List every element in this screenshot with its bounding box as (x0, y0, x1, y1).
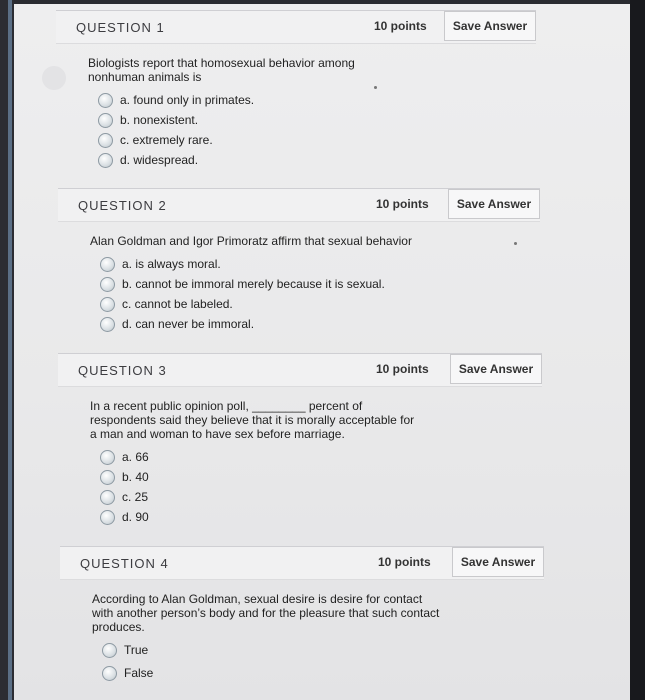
question-2 (58, 188, 540, 334)
radio-button[interactable] (98, 93, 113, 108)
question-3-points: 10 points (376, 362, 429, 376)
option-label: b. nonexistent. (120, 113, 199, 127)
left-accent-bar (8, 0, 12, 700)
radio-button[interactable] (100, 277, 115, 292)
question-2-points: 10 points (376, 197, 429, 211)
question-4-text: According to Alan Goldman, sexual desire is desire for contact with another person’s body and for the pleasure that such contact produces. (92, 592, 440, 634)
question-3-body (58, 387, 542, 527)
question-4-points: 10 points (378, 555, 431, 569)
decorative-dot (514, 242, 517, 245)
question-4 (60, 546, 544, 683)
question-3-option-b[interactable] (100, 467, 542, 487)
radio-button[interactable] (100, 317, 115, 332)
question-4-title: QUESTION 4 (80, 556, 169, 571)
question-3 (58, 353, 542, 527)
question-3-title: QUESTION 3 (78, 363, 167, 378)
radio-button[interactable] (102, 666, 117, 681)
question-1-title: QUESTION 1 (76, 20, 165, 35)
option-label: d. widespread. (120, 153, 199, 167)
question-1-save-button[interactable]: Save Answer (444, 11, 536, 41)
question-1-text: Biologists report that homosexual behavior among nonhuman animals is (88, 56, 355, 84)
radio-button[interactable] (102, 643, 117, 658)
question-3-option-d[interactable] (100, 507, 542, 527)
option-label: a. found only in primates. (120, 93, 255, 107)
right-edge (630, 0, 645, 700)
radio-button[interactable] (98, 113, 113, 128)
option-label: b. cannot be immoral merely because it is sexual. (122, 277, 385, 291)
question-3-option-a[interactable] (100, 447, 542, 467)
option-label: True (124, 643, 149, 657)
question-2-option-c[interactable] (100, 294, 540, 314)
option-label: c. 25 (122, 490, 149, 504)
question-2-option-b[interactable] (100, 274, 540, 294)
question-1-points: 10 points (374, 19, 427, 33)
question-4-header (60, 546, 544, 580)
decorative-dot (374, 86, 377, 89)
question-2-text: Alan Goldman and Igor Primoratz affirm that sexual behavior (90, 234, 412, 248)
question-1-option-a[interactable] (98, 90, 536, 110)
radio-button[interactable] (98, 153, 113, 168)
question-1-option-b[interactable] (98, 110, 536, 130)
option-label: a. 66 (122, 450, 149, 464)
question-2-option-a[interactable] (100, 254, 540, 274)
question-3-option-c[interactable] (100, 487, 542, 507)
option-label: False (124, 666, 154, 680)
option-label: c. extremely rare. (120, 133, 213, 147)
question-1-body (56, 44, 536, 170)
quiz-page (14, 4, 630, 700)
option-label: d. can never be immoral. (122, 317, 255, 331)
question-1-header (56, 10, 536, 44)
question-1 (56, 10, 536, 170)
question-4-save-button[interactable]: Save Answer (452, 547, 544, 577)
radio-button[interactable] (98, 133, 113, 148)
option-label: b. 40 (122, 470, 149, 484)
option-label: a. is always moral. (122, 257, 221, 271)
question-2-header (58, 188, 540, 222)
question-2-title: QUESTION 2 (78, 198, 167, 213)
question-4-option-true[interactable] (102, 640, 544, 660)
option-label: d. 90 (122, 510, 149, 524)
radio-button[interactable] (100, 470, 115, 485)
radio-button[interactable] (100, 257, 115, 272)
question-2-option-d[interactable] (100, 314, 540, 334)
question-1-option-d[interactable] (98, 150, 536, 170)
question-3-save-button[interactable]: Save Answer (450, 354, 542, 384)
question-3-text: In a recent public opinion poll, ________ percent of respondents said they believe that it is morally acceptable for a man and woman to have sex before marriage. (90, 399, 415, 441)
option-label: c. cannot be labeled. (122, 297, 233, 311)
radio-button[interactable] (100, 297, 115, 312)
question-4-body (60, 580, 544, 683)
radio-button[interactable] (100, 510, 115, 525)
question-3-header (58, 353, 542, 387)
radio-button[interactable] (100, 450, 115, 465)
question-2-body (58, 222, 540, 334)
radio-button[interactable] (100, 490, 115, 505)
question-4-option-false[interactable] (102, 663, 544, 683)
question-1-option-c[interactable] (98, 130, 536, 150)
question-2-save-button[interactable]: Save Answer (448, 189, 540, 219)
